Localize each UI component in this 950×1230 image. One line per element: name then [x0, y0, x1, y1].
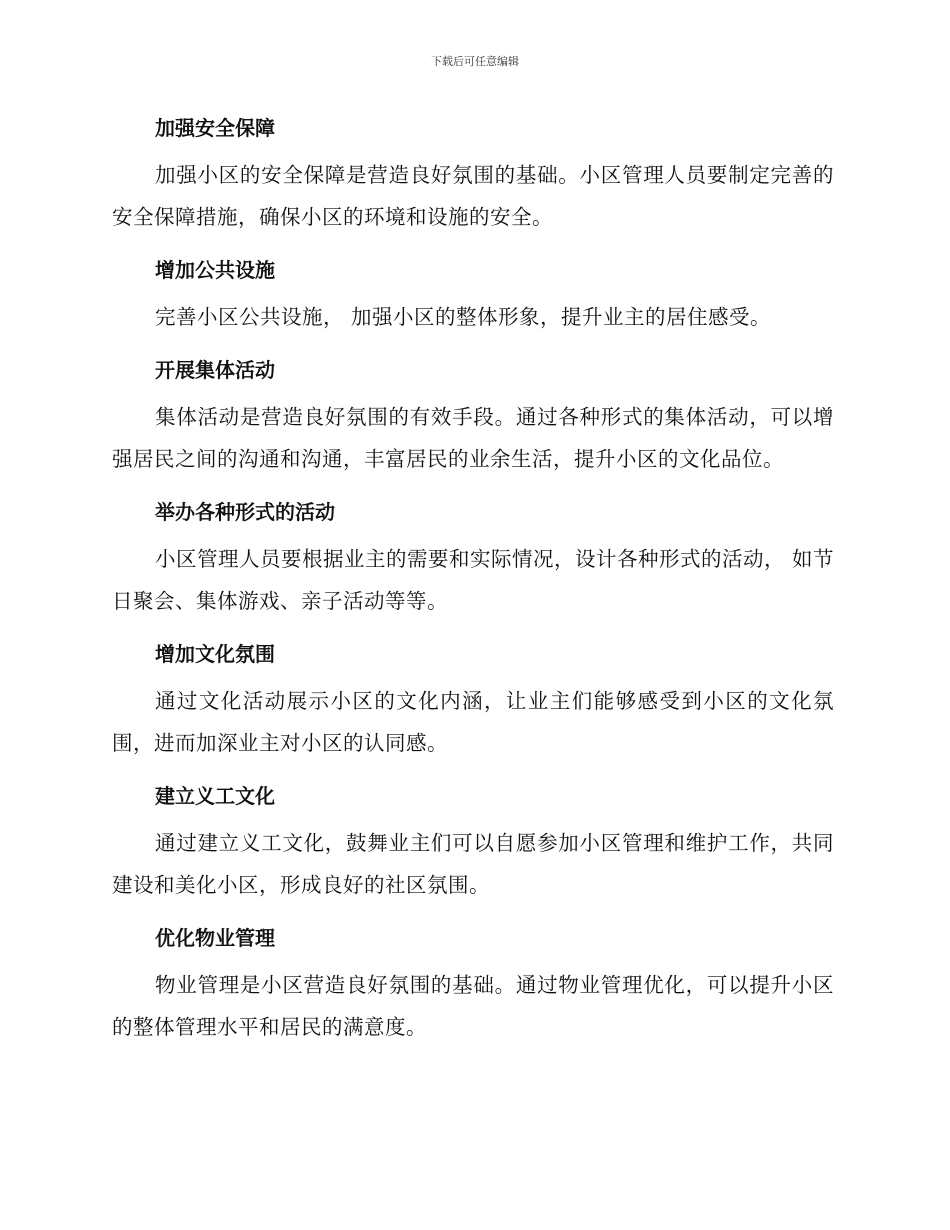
- section-heading: 举办各种形式的活动: [155, 500, 335, 524]
- section-heading: 优化物业管理: [155, 926, 275, 950]
- section-heading: 建立义工文化: [155, 784, 275, 808]
- section-paragraph: 加强小区的安全保障是营造良好氛围的基础。小区管理人员要制定完善的安全保障措施，确保小区的环境和设施的安全。: [112, 163, 834, 229]
- section-various-activities: [112, 492, 834, 622]
- section-volunteer-culture: [112, 776, 834, 906]
- section-heading: 增加文化氛围: [155, 642, 275, 666]
- section-paragraph: 小区管理人员要根据业主的需要和实际情况，设计各种形式的活动， 如节日聚会、集体游戏、亲子活动等等。: [112, 547, 835, 613]
- document-body: [112, 108, 834, 1060]
- section-heading: 增加公共设施: [155, 258, 275, 282]
- section-heading: 加强安全保障: [155, 116, 275, 140]
- section-heading: 开展集体活动: [155, 358, 275, 382]
- section-paragraph: 通过建立义工文化，鼓舞业主们可以自愿参加小区管理和维护工作，共同建设和美化小区，形成良好的社区氛围。: [112, 831, 834, 897]
- section-paragraph: 集体活动是营造良好氛围的有效手段。通过各种形式的集体活动，可以增强居民之间的沟通和沟通，丰富居民的业余生活，提升小区的文化品位。: [112, 405, 834, 471]
- section-cultural-atmosphere: [112, 634, 834, 764]
- section-group-activities: [112, 350, 834, 480]
- section-security: [112, 108, 834, 238]
- section-property-management: [112, 918, 834, 1048]
- page-header: 下载后可任意编辑: [431, 55, 519, 68]
- section-paragraph: 物业管理是小区营造良好氛围的基础。通过物业管理优化，可以提升小区的整体管理水平和居民的满意度。: [112, 973, 834, 1039]
- section-public-facilities: [112, 250, 834, 338]
- section-paragraph: 通过文化活动展示小区的文化内涵，让业主们能够感受到小区的文化氛围，进而加深业主对小区的认同感。: [112, 689, 834, 755]
- section-paragraph: 完善小区公共设施， 加强小区的整体形象，提升业主的居住感受。: [155, 305, 772, 329]
